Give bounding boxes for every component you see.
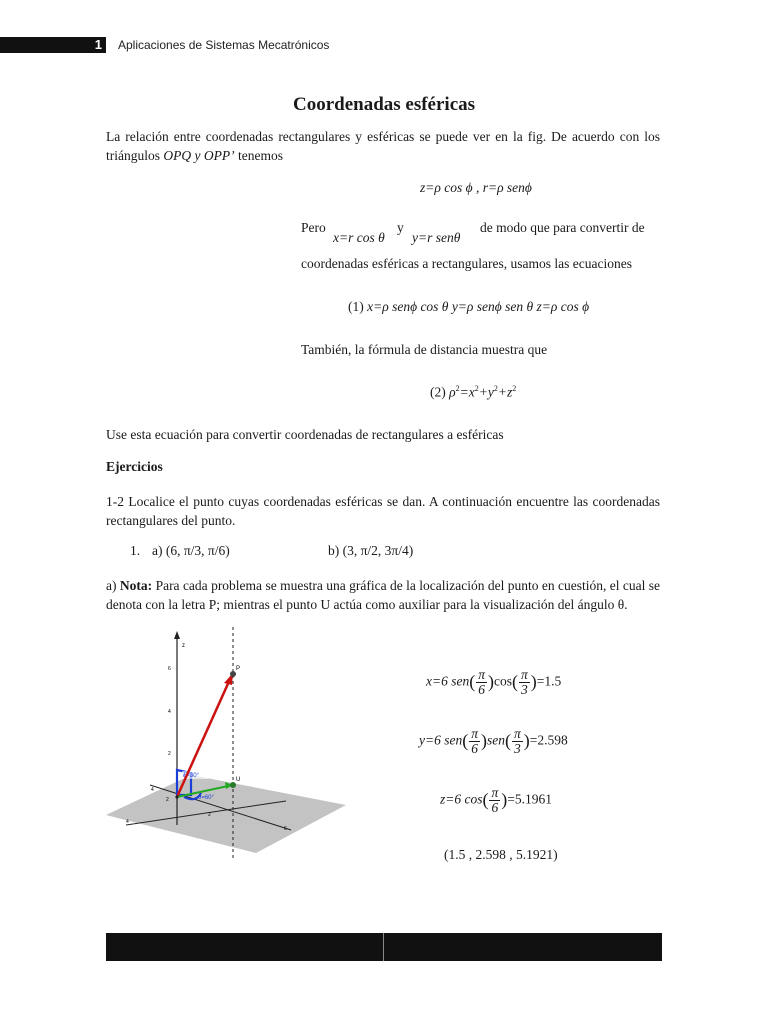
footer-divider (383, 933, 384, 961)
solution-y-pi-2: π (514, 726, 521, 741)
intro-paragraph (106, 127, 660, 165)
eq2-y: y (487, 384, 494, 400)
solution-point: (1.5 , 2.598 , 5.1921) (444, 847, 558, 862)
solution-z-lhs: z=6 cos (440, 791, 483, 807)
x-tick-2: 2 (208, 812, 211, 818)
solution-x-den-1: 6 (478, 682, 485, 697)
solution-z: z=6 cos( $\frac{\pi}{6}$ )=5.1961 (440, 785, 552, 815)
solution-x: x=6 sen( $\frac{\pi}{6}$ )cos( $\frac{\pi}{3}$ )=1.5 (426, 667, 562, 697)
equation-y-r: y=r senθ (412, 230, 461, 245)
y-tick-2: 2 (166, 797, 169, 803)
x-tick-4: 4 (126, 819, 129, 825)
ejercicios-heading: Ejercicios (106, 459, 163, 474)
eq2-exp-y: 2 (493, 384, 498, 393)
eq2-exp-z: 2 (512, 384, 517, 393)
z-axis-arrow (174, 631, 180, 639)
running-header-title: Aplicaciones de Sistemas Mecatrónicos (118, 38, 330, 52)
solution-y-den-2: 3 (514, 741, 521, 756)
equation-2-label: (2) (430, 384, 446, 400)
phi-angle-label: ϕ=30° (183, 773, 199, 779)
page-number: 1 (94, 37, 102, 52)
nota-text: Para cada problema se muestra una gráfica de la localización del punto en cuestión, el cual se denota con la letra P; mientras el punto U actúa como auxiliar para la visualización del ángulo θ. (106, 578, 661, 612)
z-tick-6: 6 (168, 666, 171, 672)
nota-paragraph (106, 576, 660, 614)
pero-line2: coordenadas esféricas a rectangulares, usamos las ecuaciones (301, 256, 632, 271)
nota-label: Nota: (119, 578, 153, 593)
eq2-x: x (468, 384, 475, 400)
eq2-exp-x: 2 (474, 384, 479, 393)
tambien-text: También, la fórmula de distancia muestra que (301, 342, 548, 357)
item-a: a) (6, π/3, π/6) (152, 543, 230, 558)
solution-z-pi: π (491, 785, 499, 800)
intro-end: tenemos (237, 148, 283, 163)
solution-y-result: =2.598 (529, 732, 568, 748)
z-tick-2: 2 (168, 751, 171, 757)
equation-1-label: (1) (348, 299, 364, 314)
z-tick-4: 4 (168, 709, 171, 715)
pero-tail: de modo que para convertir de (480, 220, 645, 235)
equation-x-r: x=r cos θ (333, 230, 385, 245)
solution-y-lhs: y=6 sen (419, 732, 463, 748)
solution-x-pi-2: π (521, 667, 528, 682)
footer-bar (106, 933, 662, 961)
y-tick-6: 6 (284, 826, 287, 832)
intro-text: La relación entre coordenadas rectangulares y esféricas se puede ver en la fig. De acuerdo con los triángulos (106, 129, 660, 163)
solution-y: y=6 sen( $\frac{\pi}{6}$ )sen( $\frac{\pi}{3}$ )=2.598 (419, 726, 568, 756)
equation-2: (2) $\rho^2=x^2+y^2+z^2$ (430, 384, 517, 400)
solution-x-pi-1: π (478, 667, 485, 682)
origin-point (175, 795, 178, 798)
z-axis-label: z (182, 643, 185, 649)
equation-z-r: z=ρ cos ϕ , r=ρ senϕ (420, 180, 532, 195)
nota-prefix: a) (106, 578, 117, 593)
item-number: 1. (130, 543, 141, 558)
solution-x-den-2: 3 (521, 682, 528, 697)
problem-text: 1-2 Localice el punto cuyas coordenadas esféricas se dan. A continuación encuentre las coordenadas rectangulares del punto. (106, 494, 660, 528)
solution-x-cos: cos (494, 673, 512, 689)
pero-word: Pero (301, 220, 326, 235)
eq2-exp-rho: 2 (455, 384, 460, 393)
point-u-label: U (236, 777, 241, 783)
solution-z-den: 6 (491, 800, 499, 815)
equation-1 (348, 299, 589, 315)
solution-y-pi-1: π (471, 726, 478, 741)
solution-y-sen: sen (487, 732, 505, 748)
theta-angle-label: θ=60° (198, 795, 214, 801)
section-title: Coordenadas esféricas (292, 94, 476, 115)
spherical-coordinates-figure (106, 625, 346, 865)
eq2-z: z (506, 384, 513, 400)
y-word: y (397, 220, 404, 235)
solution-z-result: =5.1961 (507, 791, 552, 807)
y-tick-4: 4 (151, 787, 154, 793)
point-p-label: P (236, 666, 241, 672)
use-text: Use esta ecuación para convertir coordenadas de rectangulares a esféricas (106, 427, 504, 442)
eq2-rho: ρ (449, 384, 456, 400)
solution-x-result: =1.5 (536, 673, 562, 689)
solution-y-den-1: 6 (471, 741, 478, 756)
equation-1-body: x=ρ senϕ cos θ y=ρ senϕ sen θ z=ρ cos ϕ (367, 299, 590, 314)
solution-x-lhs: x=6 sen (426, 673, 470, 689)
intro-triangles: OPQ y OPP’ (163, 148, 235, 163)
item-b: b) (3, π/2, 3π/4) (328, 543, 414, 558)
